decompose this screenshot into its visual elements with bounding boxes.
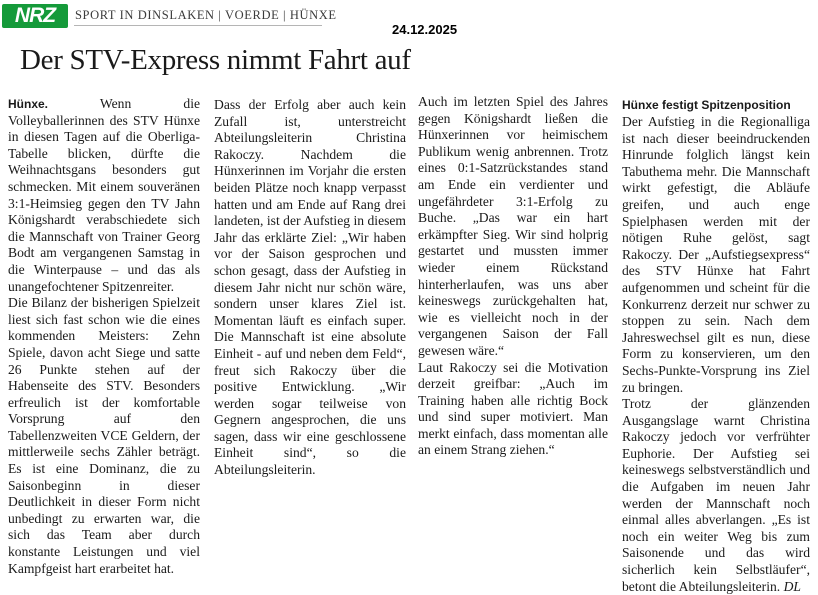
section-label: SPORT IN DINSLAKEN | VOERDE | HÜNXE bbox=[75, 8, 337, 22]
publication-date: 24.12.2025 bbox=[392, 22, 458, 37]
paragraph bbox=[622, 396, 810, 595]
paragraph: Auch im letzten Spiel des Jahres gegen Königshardt ließen die Hünxerinnen vor heimischem Publikum wenig anbrennen. Trotz eines 0:1-Satzrückstandes stand am Ende ein verdienter und ungefährdeter 3:1-Erfolg zu Buche. „Das war ein hart erkämpfter Sieg. Wir sind holprig gestartet und mussten immer wieder einem Rückstand hinterherlaufen, was uns aber keineswegs zurückgehalten hat, wie es vielleicht noch in der vergangenen Saison der Fall gewesen wäre.“ bbox=[418, 94, 608, 358]
author-initials: DL bbox=[783, 578, 801, 594]
paragraph: Laut Rakoczy sei die Motivation derzeit greifbar: „Auch im Training haben alle richtig Bock und sind super motiviert. Man merkt einfach, dass momentan alle an einem Strang ziehen.“ bbox=[418, 359, 608, 458]
paragraph bbox=[8, 96, 200, 295]
article-headline: Der STV-Express nimmt Fahrt auf bbox=[20, 44, 411, 76]
newspaper-logo: NRZ bbox=[2, 4, 68, 28]
article-column-2 bbox=[214, 97, 406, 479]
dateline: Hünxe. bbox=[8, 97, 49, 111]
subheading: Hünxe festigt Spitzenposition bbox=[622, 98, 791, 112]
article-column-4 bbox=[622, 97, 810, 595]
paragraph: Die Bilanz der bisherigen Spielzeit liest sich fast schon wie die eines kommenden Meisters: Zehn Spiele, davon acht Siege und satte 26 Punkte stehen auf der Habenseite des STV. Besonders erfreulich ist der komfortable Vorsprung auf den Tabellenzweiten VCE Geldern, der mittlerweile sechs Zähler beträgt. Es ist eine Dominanz, die zu Saisonbeginn in dieser Deutlichkeit in dieser Form nicht unbedingt zu erwarten war, die sich das Team aber durch konstante Leistungen und viel Kampfgeist hart erarbeitet hat. bbox=[8, 295, 200, 576]
header-divider bbox=[74, 25, 322, 26]
paragraph: Dass der Erfolg aber auch kein Zufall ist, unterstreicht Abteilungsleiterin Christina Rakoczy. Nachdem die Hünxerinnen im Vorjahr die ersten beiden Plätze noch knapp verpasst hatten und am Ende auf Rang drei landeten, ist der Aufstieg in diesem Jahr das erklärte Ziel: „Wir haben vor der Saison gesprochen und schon gesagt, dass der Aufstieg in diesem Jahr nicht nur schön wäre, sondern unser klares Ziel ist. Momentan läuft es einfach super. Die Mannschaft ist eine absolute Einheit - auf und neben dem Feld“, freut sich Rakoczy über die positive Entwicklung. „Wir werden sogar teilweise von Gegnern angesprochen, die uns sagen, dass wir eine geschlossene Einheit sind“, so die Abteilungsleiterin. bbox=[214, 97, 406, 478]
paragraph-text: Wenn die Volleyballerinnen des STV Hünxe in diesen Tagen auf die Oberliga-Tabelle blicken, dürfte die Weihnachtsgans besonders gut schmecken. Mit einem souveränen 3:1-Heimsieg gegen den TV Jahn Königshardt verabschiedete sich die Mannschaft von Trainer Georg Bodt am vergangenen Samstag in die Winterpause – und das als unangefochtener Spitzenreiter. bbox=[8, 96, 201, 294]
article-column-3 bbox=[418, 94, 608, 459]
paragraph: Der Aufstieg in die Regionalliga ist nach dieser beeindruckenden Hinrunde folglich längst kein Tabuthema mehr. Die Mannschaft wirkt gefestigt, die Abläufe greifen, und auch enge Spielphasen werden mit der nötigen Ruhe gelöst, sagt Rakoczy. Der „Aufstiegsexpress“ des STV Hünxe hat Fahrt aufgenommen und scheint für die Konkurrenz derzeit nur schwer zu stoppen zu sein. Nach dem Jahreswechsel gilt es nun, diese Form zu konservieren, um den Sechs-Punkte-Vorsprung ins Ziel zu bringen. bbox=[622, 114, 810, 395]
paragraph-text: Trotz der glänzenden Ausgangslage warnt Christina Rakoczy jedoch vor verfrühter Euphorie. Der Aufstieg sei keineswegs selbstverständlich und die Aufgaben im neuen Jahr werden der Mannschaft noch einmal alles abverlangen. „Es ist noch ein weiter Weg bis zum Saisonende und das wird sicherlich kein Selbstläufer“, betont die Abteilungsleiterin. bbox=[622, 396, 810, 594]
article-column-1 bbox=[8, 96, 200, 577]
